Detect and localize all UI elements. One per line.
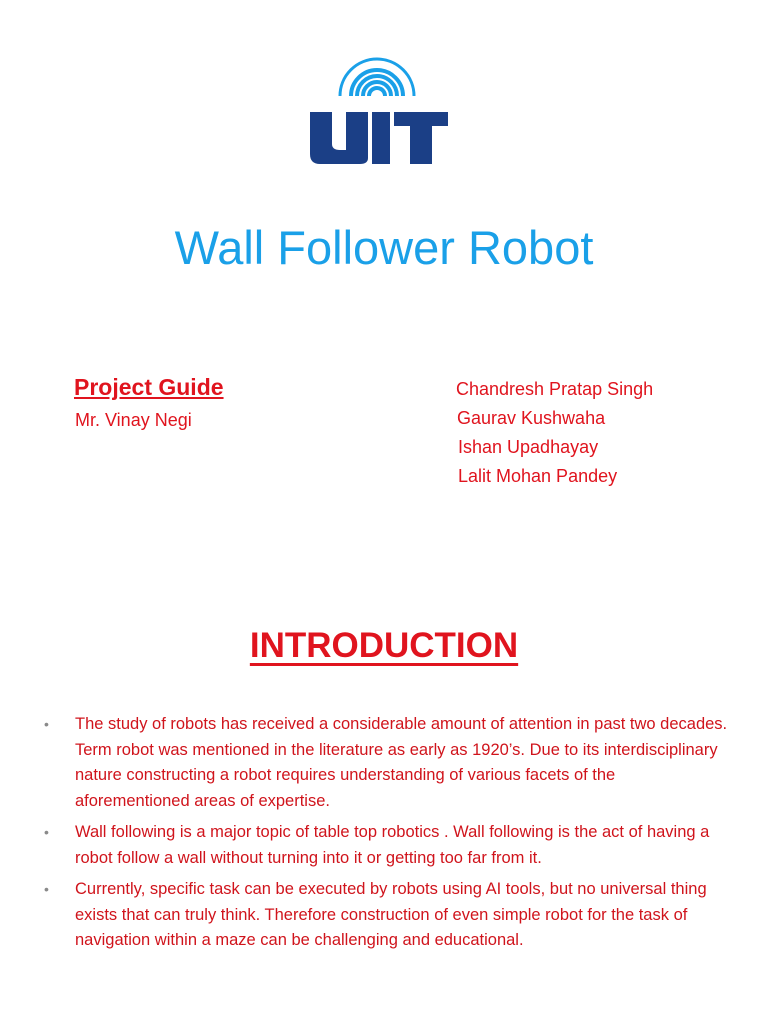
bullet-text: Wall following is a major topic of table top robotics . Wall following is the act of having a robot follow a wall without turning into it or getting too far from it. — [75, 823, 710, 867]
signal-icon — [340, 59, 414, 96]
team-members-list — [452, 375, 762, 491]
team-member: Chandresh Pratap Singh — [456, 379, 654, 399]
bullet-icon: • — [44, 881, 49, 897]
bullet-item — [44, 820, 734, 871]
introduction-heading: INTRODUCTION — [249, 626, 519, 665]
bullet-icon: • — [44, 716, 49, 732]
uit-letters — [310, 112, 448, 164]
introduction-slide — [0, 600, 768, 1024]
project-guide-heading: Project Guide — [74, 374, 224, 400]
uit-logo — [302, 40, 452, 168]
team-member: Lalit Mohan Pandey — [458, 466, 618, 486]
introduction-bullet-list — [44, 712, 734, 960]
project-guide-name: Mr. Vinay Negi — [75, 410, 192, 430]
team-member: Gaurav Kushwaha — [457, 408, 606, 428]
slide-title: Wall Follower Robot — [174, 221, 594, 274]
team-member: Ishan Upadhayay — [458, 437, 599, 457]
bullet-text: Currently, specific task can be executed by robots using AI tools, but no universal thing exists that can truly think. Therefore construction of even simple robot for the task of navigation within a maze can be challenging and educational. — [75, 880, 707, 949]
bullet-icon: • — [44, 824, 49, 840]
bullet-item — [44, 877, 734, 954]
bullet-text: The study of robots has received a considerable amount of attention in past two decades. Term robot was mentioned in the literature as early as 1920’s. Due to its interdisciplinary nature constructing a robot requires understanding of various facets of the aforementioned areas of expertise. — [75, 715, 728, 810]
bullet-item — [44, 712, 734, 814]
